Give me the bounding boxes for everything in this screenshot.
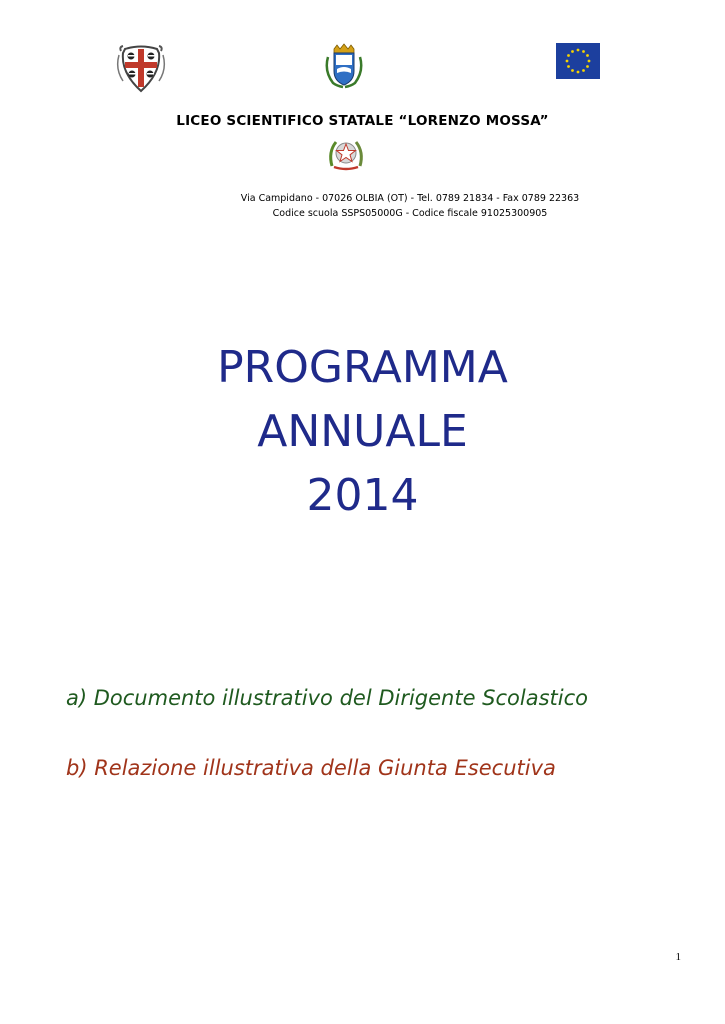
italian-republic-emblem-icon bbox=[326, 136, 366, 172]
contents-item-b: b) Relazione illustrativa della Giunta Esecutiva bbox=[66, 756, 556, 780]
school-name: LICEO SCIENTIFICO STATALE “LORENZO MOSSA” bbox=[176, 113, 549, 129]
page-number: 1 bbox=[675, 951, 681, 963]
school-address bbox=[160, 191, 660, 221]
title-line-1: PROGRAMMA bbox=[217, 342, 508, 393]
title-line-2: ANNUALE bbox=[257, 406, 468, 457]
olbia-city-crest-icon bbox=[323, 43, 365, 89]
sardinia-coat-of-arms-icon bbox=[115, 43, 167, 95]
school-codes-line: Codice scuola SSPS05000G - Codice fiscale 91025300905 bbox=[272, 208, 548, 219]
document-title bbox=[0, 336, 725, 528]
european-union-flag-icon bbox=[556, 43, 600, 79]
title-line-3: 2014 bbox=[306, 470, 419, 521]
address-line: Via Campidano - 07026 OLBIA (OT) - Tel. 0789 21834 - Fax 0789 22363 bbox=[240, 193, 580, 204]
contents-item-a: a) Documento illustrativo del Dirigente Scolastico bbox=[66, 686, 589, 710]
